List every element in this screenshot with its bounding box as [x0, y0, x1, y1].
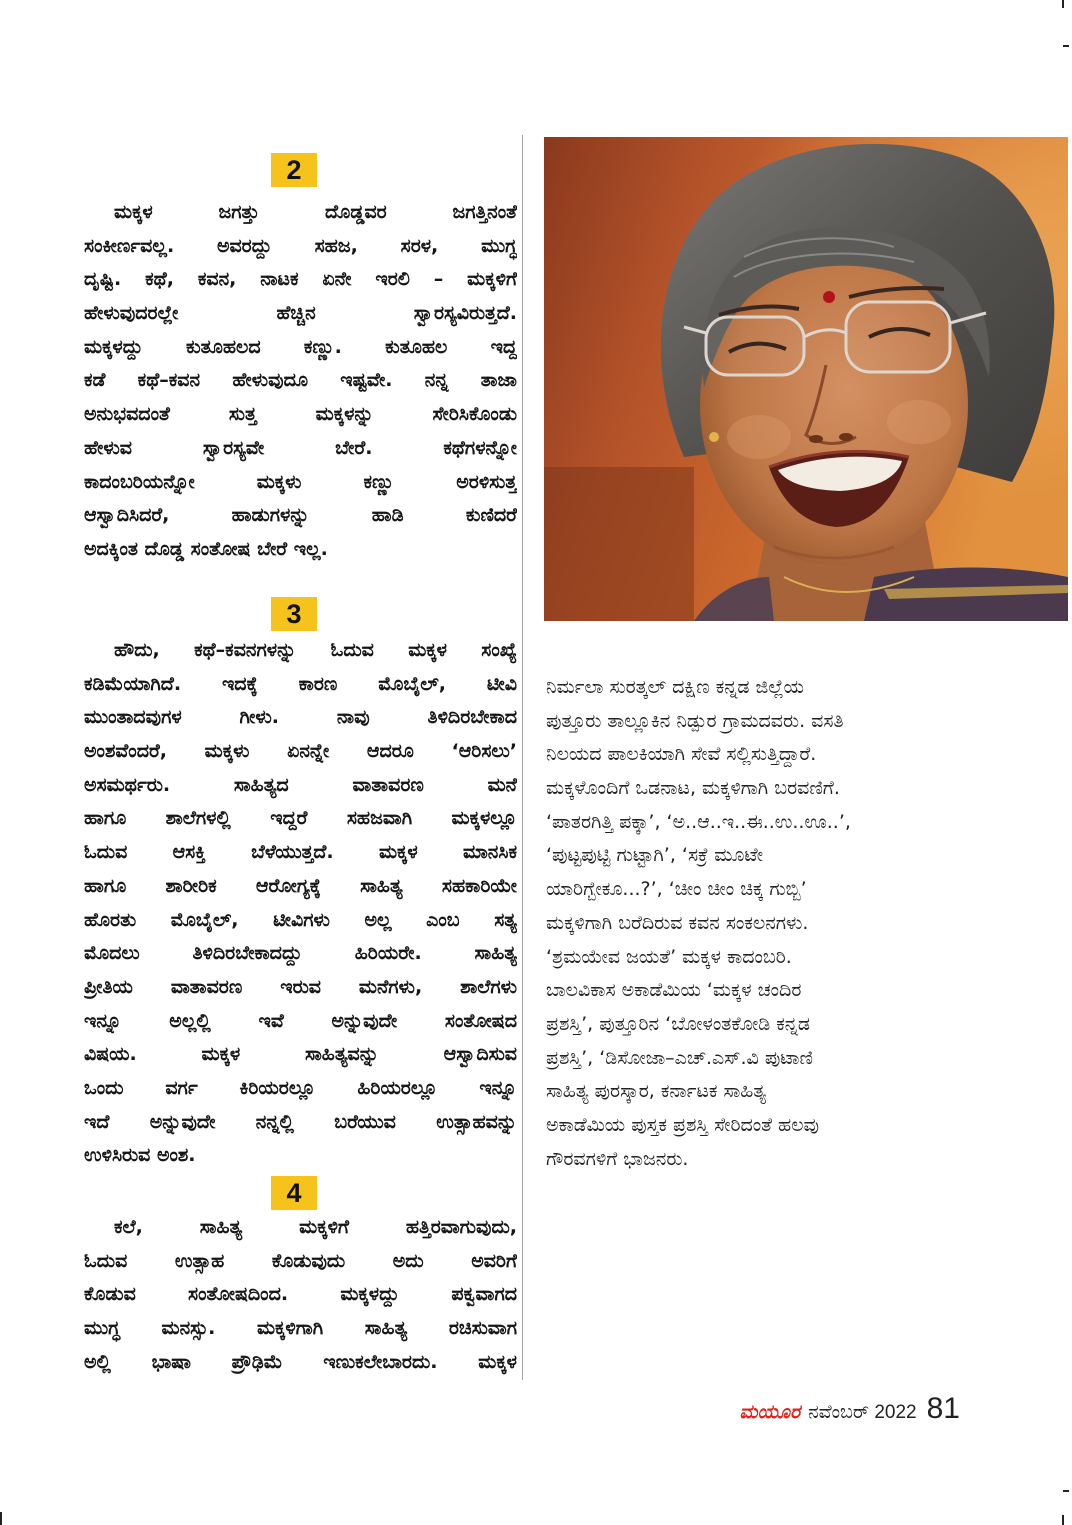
body-line: ಹೊರತು ಮೊಬೈಲ್, ಟೀವಿಗಳು ಅಲ್ಲ ಎಂಬ ಸತ್ಯ [84, 908, 517, 931]
body-line: ವಿಷಯ. ಮಕ್ಕಳ ಸಾಹಿತ್ಯವನ್ನು ಆಸ್ವಾದಿಸುವ [84, 1043, 517, 1066]
body-line: ಕೊಡುವ ಸಂತೋಷದಿಂದ. ಮಕ್ಕಳದ್ದು ಪಕ್ವವಾಗದ [84, 1283, 517, 1306]
body-line: ಹೇಳುವುದರಲ್ಲೇ ಹೆಚ್ಚಿನ ಸ್ವಾರಸ್ಯವಿರುತ್ತದೆ. [84, 302, 517, 325]
section-2-body [84, 196, 517, 567]
bio-line: ‘ಪಾತರಗಿತ್ತಿ ಪಕ್ಕಾ’, ‘ಅ..ಆ..ಇ..ಈ..ಉ..ಊ..’, [546, 810, 851, 833]
section-3-body [84, 634, 517, 1173]
body-line: ದೃಷ್ಟಿ. ಕಥೆ, ಕವನ, ನಾಟಕ ಏನೇ ಇರಲಿ – ಮಕ್ಕಳಿಗೆ [84, 268, 517, 291]
bio-line: ಮಕ್ಕಳೊಂದಿಗೆ ಒಡನಾಟ, ಮಕ್ಕಳಿಗಾಗಿ ಬರವಣಿಗೆ. [546, 777, 840, 800]
bio-line: ಪ್ರಶಸ್ತಿ’, ಪುತ್ತೂರಿನ ‘ಬೋಳಂತಕೋಡಿ ಕನ್ನಡ [546, 1012, 811, 1035]
crop-mark [1062, 1515, 1064, 1525]
section-number-badge: 2 [271, 153, 317, 187]
body-line: ಓದುವ ಉತ್ಸಾಹ ಕೊಡುವುದು ಅದು ಅವರಿಗೆ [84, 1249, 517, 1272]
bio-line: ಅಕಾಡೆಮಿಯ ಪುಸ್ತಕ ಪ್ರಶಸ್ತಿ ಸೇರಿದಂತೆ ಹಲವು [546, 1113, 820, 1136]
bio-line: ‘ಶ್ರಮಯೇವ ಜಯತೆ’ ಮಕ್ಕಳ ಕಾದಂಬರಿ. [546, 945, 792, 968]
body-line: ಅಲ್ಲಿ ಭಾಷಾ ಪ್ರೌಢಿಮೆ ಇಣುಕಲೇಬಾರದು. ಮಕ್ಕಳ [84, 1350, 517, 1373]
crop-mark [0, 1512, 2, 1525]
body-line: ಇನ್ನೂ ಅಲ್ಲಲ್ಲಿ ಇವೆ ಅನ್ನುವುದೇ ಸಂತೋಷದ [84, 1009, 517, 1032]
magazine-logo: ಮಯೂರ [739, 1401, 801, 1423]
bio-line: ಗೌರವಗಳಿಗೆ ಭಾಜನರು. [546, 1147, 689, 1170]
section-4-body [84, 1211, 517, 1379]
bio-line: ಬಾಲವಿಕಾಸ ಅಕಾಡೆಮಿಯ ‘ಮಕ್ಕಳ ಚಂದಿರ [546, 979, 802, 1002]
body-line: ಹೌದು, ಕಥೆ–ಕವನಗಳನ್ನು ಓದುವ ಮಕ್ಕಳ ಸಂಖ್ಯೆ [114, 639, 517, 661]
bio-line: ‘ಪುಟ್ಟಪುಟ್ಟಿ ಗುಟ್ಟಾಗಿ’, ‘ಸಕ್ರೆ ಮೂಟೇ [546, 844, 764, 867]
body-line: ಅದಕ್ಕಿಂತ ದೊಡ್ಡ ಸಂತೋಷ ಬೇರೆ ಇಲ್ಲ. [84, 537, 328, 560]
body-line: ಹಾಗೂ ಶಾಲೆಗಳಲ್ಲಿ ಇದ್ದರೆ ಸಹಜವಾಗಿ ಮಕ್ಕಳಲ್ಲೂ [84, 807, 517, 830]
body-line: ಕಡೆ ಕಥೆ–ಕವನ ಹೇಳುವುದೂ ಇಷ್ಟವೇ. ನನ್ನ ತಾಜಾ [84, 369, 517, 392]
author-bio [546, 671, 971, 1176]
bio-line: ಯಾರಿಗ್ಬೇಕೂ...?’, ‘ಚೀಂ ಚೀಂ ಚಿಕ್ಕ ಗುಬ್ಬಿ’ [546, 878, 807, 901]
column-divider [522, 135, 523, 1380]
bio-line: ನಿಲಯದ ಪಾಲಕಿಯಾಗಿ ಸೇವೆ ಸಲ್ಲಿಸುತ್ತಿದ್ದಾರೆ. [546, 743, 817, 766]
body-line: ಉಳಿಸಿರುವ ಅಂಶ. [84, 1144, 196, 1167]
crop-mark [1063, 1490, 1069, 1492]
body-line: ಕಡಿಮೆಯಾಗಿದೆ. ಇದಕ್ಕೆ ಕಾರಣ ಮೊಬೈಲ್, ಟೀವಿ [84, 672, 517, 695]
section-number-badge: 3 [271, 597, 317, 631]
body-line: ಪ್ರೀತಿಯ ವಾತಾವರಣ ಇರುವ ಮನೆಗಳು, ಶಾಲೆಗಳು [84, 975, 517, 998]
body-line: ಹೇಳುವ ಸ್ವಾರಸ್ಯವೇ ಬೇರೆ. ಕಥೆಗಳನ್ನೋ [84, 436, 517, 459]
author-portrait-image [544, 137, 1068, 621]
issue-date: ನವೆಂಬರ್ 2022 [808, 1402, 917, 1423]
bio-line: ಸಾಹಿತ್ಯ ಪುರಸ್ಕಾರ, ಕರ್ನಾಟಕ ಸಾಹಿತ್ಯ [546, 1080, 767, 1103]
body-line: ಒಂದು ವರ್ಗ ಕಿರಿಯರಲ್ಲೂ ಹಿರಿಯರಲ್ಲೂ ಇನ್ನೂ [84, 1076, 517, 1099]
body-line: ಹಾಗೂ ಶಾರೀರಿಕ ಆರೋಗ್ಯಕ್ಕೆ ಸಾಹಿತ್ಯ ಸಹಕಾರಿಯೇ [84, 874, 517, 897]
body-line: ಓದುವ ಆಸಕ್ತಿ ಬೆಳೆಯುತ್ತದೆ. ಮಕ್ಕಳ ಮಾನಸಿಕ [84, 841, 517, 864]
body-line: ಅಂಶವೆಂದರೆ, ಮಕ್ಕಳು ಏನನ್ನೇ ಆದರೂ ‘ಆರಿಸಲು’ [84, 740, 517, 763]
body-line: ಮಕ್ಕಳದ್ದು ಕುತೂಹಲದ ಕಣ್ಣು. ಕುತೂಹಲ ಇದ್ದ [84, 335, 517, 358]
page-footer [739, 1392, 960, 1428]
crop-mark [1062, 0, 1064, 8]
page-number: 81 [926, 1392, 960, 1425]
bio-line: ಪ್ರಶಸ್ತಿ’, ‘ಡಿಸೋಜಾ–ಎಚ್.ಎಸ್.ವಿ ಪುಟಾಣಿ [546, 1046, 813, 1069]
section-number-badge: 4 [271, 1176, 317, 1210]
bio-line: ಪುತ್ತೂರು ತಾಲ್ಲೂಕಿನ ನಿಡ್ಪುರ ಗ್ರಾಮದವರು. ವಸತಿ [546, 709, 844, 732]
body-line: ಅನುಭವದಂತೆ ಸುತ್ತ ಮಕ್ಕಳನ್ನು ಸೇರಿಸಿಕೊಂಡು [84, 403, 517, 426]
bio-line: ನಿರ್ಮಲಾ ಸುರತ್ಕಲ್ ದಕ್ಷಿಣ ಕನ್ನಡ ಜಿಲ್ಲೆಯ [546, 676, 804, 698]
body-line: ಮುಂತಾದವುಗಳ ಗೀಳು. ನಾವು ತಿಳಿದಿರಬೇಕಾದ [84, 706, 517, 729]
crop-mark [1063, 45, 1069, 47]
body-line: ಕಾದಂಬರಿಯನ್ನೋ ಮಕ್ಕಳು ಕಣ್ಣು ಅರಳಿಸುತ್ತ [84, 470, 517, 493]
body-line: ಕಲೆ, ಸಾಹಿತ್ಯ ಮಕ್ಕಳಿಗೆ ಹತ್ತಿರವಾಗುವುದು, [114, 1216, 517, 1238]
body-line: ಮಕ್ಕಳ ಜಗತ್ತು ದೊಡ್ಡವರ ಜಗತ್ತಿನಂತೆ [114, 201, 517, 223]
body-line: ಅಸಮರ್ಥರು. ಸಾಹಿತ್ಯದ ವಾತಾವರಣ ಮನೆ [84, 773, 517, 796]
body-line: ಮುಗ್ಧ ಮನಸ್ಸು. ಮಕ್ಕಳಿಗಾಗಿ ಸಾಹಿತ್ಯ ರಚಿಸುವಾಗ [84, 1317, 517, 1340]
body-line: ಆಸ್ವಾದಿಸಿದರೆ, ಹಾಡುಗಳನ್ನು ಹಾಡಿ ಕುಣಿದರೆ [84, 504, 517, 527]
body-line: ಸಂಕೀರ್ಣವಲ್ಲ. ಅವರದ್ದು ಸಹಜ, ಸರಳ, ಮುಗ್ಧ [84, 234, 517, 257]
bio-line: ಮಕ್ಕಳಿಗಾಗಿ ಬರೆದಿರುವ ಕವನ ಸಂಕಲನಗಳು. [546, 911, 809, 934]
body-line: ಮೊದಲು ತಿಳಿದಿರಬೇಕಾದದ್ದು ಹಿರಿಯರೇ. ಸಾಹಿತ್ಯ [84, 942, 517, 965]
author-photo [544, 137, 1068, 621]
body-line: ಇದೆ ಅನ್ನುವುದೇ ನನ್ನಲ್ಲಿ ಬರೆಯುವ ಉತ್ಸಾಹವನ್ನು [84, 1110, 517, 1133]
